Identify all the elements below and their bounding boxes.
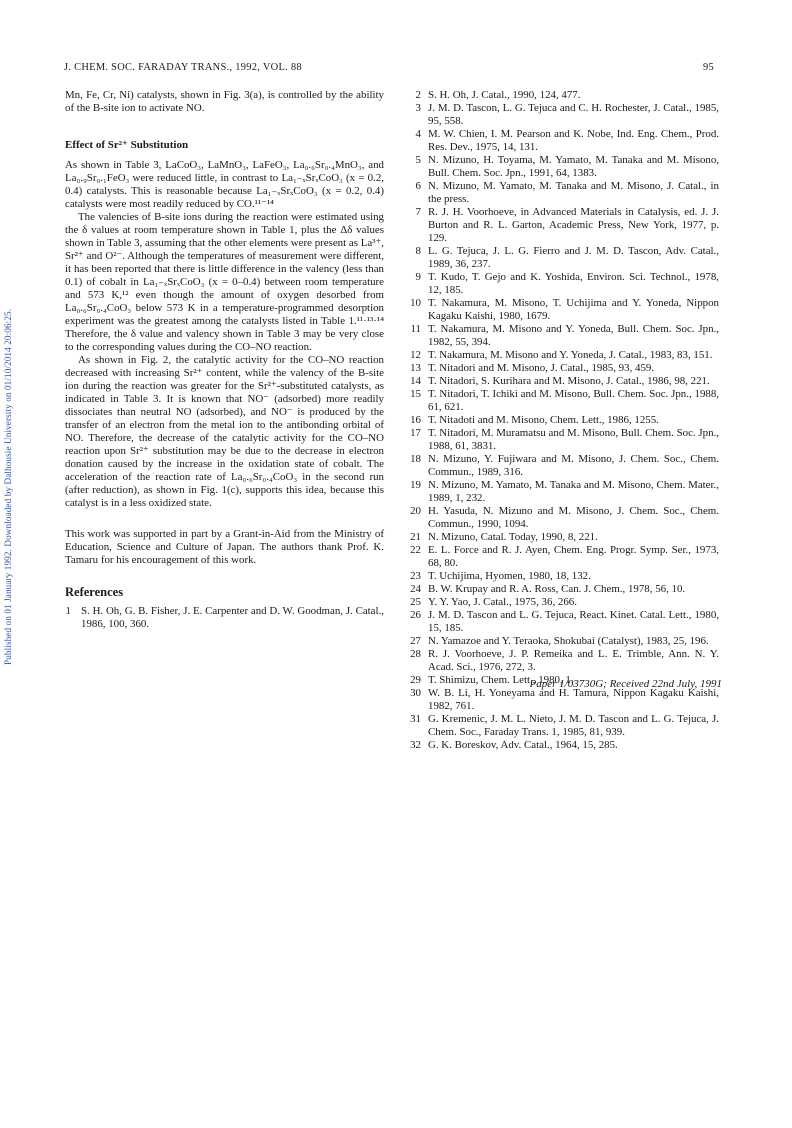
reference-text: T. Nitadoti and M. Misono, Chem. Lett., 1986, 1255. — [428, 414, 659, 426]
reference-number: 28 — [410, 648, 421, 660]
reference-number: 30 — [410, 687, 421, 699]
intro-paragraph: Mn, Fe, Cr, Ni) catalysts, shown in Fig. 3(a), is controlled by the ability of the B-site ion to activate NO. — [65, 89, 384, 114]
reference-text: S. H. Oh, G. B. Fisher, J. E. Carpenter and D. W. Goodman, J. Catal., 1986, 100, 360. — [81, 605, 384, 630]
reference-text: T. Shimizu, Chem. Lett., 1980, 1. — [428, 674, 574, 686]
reference-list-left — [65, 605, 384, 631]
reference-number: 5 — [415, 154, 421, 166]
reference-item — [407, 362, 719, 375]
reference-item — [407, 505, 719, 531]
reference-text: T. Kudo, T. Gejo and K. Yoshida, Environ. Sci. Technol., 1978, 12, 185. — [428, 271, 719, 296]
reference-number: 14 — [410, 375, 421, 387]
reference-item — [407, 271, 719, 297]
reference-text: N. Mizuno, H. Toyama, M. Yamato, M. Tanaka and M. Misono, Bull. Chem. Soc. Jpn., 1991, 64, 1383. — [428, 154, 719, 179]
reference-text: S. H. Oh, J. Catal., 1990, 124, 477. — [428, 89, 581, 101]
reference-number: 8 — [415, 245, 421, 257]
reference-text: T. Nitadori, T. Ichiki and M. Misono, Bull. Chem. Soc. Jpn., 1988, 61, 621. — [428, 388, 719, 413]
reference-number: 12 — [410, 349, 421, 361]
reference-number: 6 — [415, 180, 421, 192]
reference-text: W. B. Li, H. Yoneyama and H. Tamura, Nippon Kagaku Kaishi, 1982, 761. — [428, 687, 719, 712]
reference-text: L. G. Tejuca, J. L. G. Fierro and J. M. D. Tascon, Adv. Catal., 1989, 36, 237. — [428, 245, 719, 270]
reference-item — [407, 453, 719, 479]
reference-text: N. Mizuno, M. Yamato, M. Tanaka and M. Misono, Chem. Mater., 1989, 1, 232. — [428, 479, 719, 504]
reference-text: T. Nitadori, M. Muramatsu and M. Misono, Bull. Chem. Soc. Jpn., 1988, 61, 3831. — [428, 427, 719, 452]
reference-text: J. M. D. Tascon, L. G. Tejuca and C. H. Rochester, J. Catal., 1985, 95, 558. — [428, 102, 719, 127]
reference-text: N. Mizuno, Y. Fujiwara and M. Misono, J. Chem. Soc., Chem. Commun., 1989, 316. — [428, 453, 719, 478]
reference-number: 17 — [410, 427, 421, 439]
acknowledgement: This work was supported in part by a Grant-in-Aid from the Ministry of Education, Science and Culture of Japan. The authors thank Prof. K. Tamaru for his encouragement of this work. — [65, 528, 384, 566]
reference-text: H. Yasuda, N. Mizuno and M. Misono, J. Chem. Soc., Chem. Commun., 1990, 1094. — [428, 505, 719, 530]
reference-item — [407, 531, 719, 544]
reference-number: 2 — [415, 89, 421, 101]
reference-text: Y. Y. Yao, J. Catal., 1975, 36, 266. — [428, 596, 577, 608]
reference-number: 23 — [410, 570, 421, 582]
reference-text: G. Kremenic, J. M. L. Nieto, J. M. D. Tascon and L. G. Tejuca, J. Chem. Soc., Faraday Trans. 1, 1985, 81, 939. — [428, 713, 719, 738]
reference-text: N. Mizuno, Catal. Today, 1990, 8, 221. — [428, 531, 598, 543]
download-note-link[interactable]: Published on 01 January 1992. Downloaded by Dalhousie University on 01/10/2014 20:06:25. — [3, 308, 13, 665]
reference-text: R. J. H. Voorhoeve, in Advanced Materials in Catalysis, ed. J. J. Burton and R. L. Garton, Academic Press, New York, 1977, p. 129. — [428, 206, 719, 244]
reference-text: E. L. Force and R. J. Ayen, Chem. Eng. Progr. Symp. Ser., 1973, 68, 80. — [428, 544, 719, 569]
reference-item — [407, 102, 719, 128]
reference-text: N. Mizuno, M. Yamato, M. Tanaka and M. Misono, J. Catal., in the press. — [428, 180, 719, 205]
section-heading: Effect of Sr²⁺ Substitution — [65, 139, 189, 151]
reference-text: T. Nakamura, M. Misono and Y. Yoneda, J. Catal., 1983, 83, 151. — [428, 349, 713, 361]
reference-item — [407, 154, 719, 180]
reference-item — [407, 414, 719, 427]
reference-item — [407, 479, 719, 505]
reference-item — [407, 297, 719, 323]
reference-text: T. Nakamura, M. Misono and Y. Yoneda, Bull. Chem. Soc. Jpn., 1982, 55, 394. — [428, 323, 719, 348]
reference-text: J. M. D. Tascon and L. G. Tejuca, React. Kinet. Catal. Lett., 1980, 15, 185. — [428, 609, 719, 634]
running-header — [64, 62, 714, 76]
reference-item — [407, 609, 719, 635]
reference-number: 25 — [410, 596, 421, 608]
page-number: 95 — [703, 62, 714, 73]
reference-item — [407, 323, 719, 349]
reference-number: 16 — [410, 414, 421, 426]
reference-number: 22 — [410, 544, 421, 556]
reference-item — [407, 739, 719, 752]
reference-number: 20 — [410, 505, 421, 517]
reference-text: B. W. Krupay and R. A. Ross, Can. J. Chem., 1978, 56, 10. — [428, 583, 686, 595]
reference-item — [407, 245, 719, 271]
reference-number: 11 — [410, 323, 421, 335]
reference-number: 9 — [415, 271, 421, 283]
reference-number: 7 — [415, 206, 421, 218]
reference-list — [407, 89, 719, 752]
reference-item — [407, 713, 719, 739]
reference-number: 32 — [410, 739, 421, 751]
reference-number: 10 — [410, 297, 421, 309]
reference-number: 18 — [410, 453, 421, 465]
paragraph: As shown in Fig. 2, the catalytic activity for the CO–NO reaction decreased with increasing Sr²⁺ content, while the valency of the B-site ion during the reaction was greater for the Sr²⁺-substituted catalysts, as indicated in Table 3. It is known that NO⁻ (adsorbed) more readily dissociates than neutral NO (adsorbed), and NO⁻ is produced by the transfer of an electron from the metal ion to the antibonding orbital of NO. Therefore, the decrease of the catalytic activity for the CO–NO reaction upon Sr²⁺ substitution may be due to the decrease in electron donation caused by the increase in the oxidation state of cobalt. The acceleration of the reaction rate of La₀.₆Sr₀.₄CoO₃ in the second run (after reduction), as shown in Fig. 1(c), supports this idea, because this catalyst is in a less oxidized state. — [65, 354, 384, 509]
reference-item — [407, 427, 719, 453]
reference-item — [407, 648, 719, 674]
reference-item — [407, 596, 719, 609]
right-column — [407, 89, 719, 752]
left-column — [65, 89, 384, 631]
reference-text: M. W. Chien, I. M. Pearson and K. Nobe, Ind. Eng. Chem., Prod. Res. Dev., 1975, 14, 131. — [428, 128, 719, 153]
reference-number: 24 — [410, 583, 421, 595]
reference-number: 21 — [410, 531, 421, 543]
reference-number: 15 — [410, 388, 421, 400]
reference-text: N. Yamazoe and Y. Teraoka, Shokubai (Catalyst), 1983, 25, 196. — [428, 635, 709, 647]
reference-item — [407, 128, 719, 154]
reference-text: T. Nitadori and M. Misono, J. Catal., 1985, 93, 459. — [428, 362, 655, 374]
reference-item — [407, 388, 719, 414]
paragraph: As shown in Table 3, LaCoO₃, LaMnO₃, LaFeO₃, La₀.₆Sr₀.₄MnO₃, and La₀.₉Sr₀.₁FeO₃ were reduced little, in contrast to La₁₋ₓSrₓCoO₃ (x = 0.2, 0.4) catalysts. This is reasonable because La₁₋ₓSrₓCoO₃ (x = 0.2, 0.4) catalysts were most readily reduced by CO.¹¹⁻¹⁴ — [65, 159, 384, 210]
reference-item — [407, 544, 719, 570]
reference-number: 31 — [410, 713, 421, 725]
reference-item — [65, 605, 384, 631]
reference-item — [407, 583, 719, 596]
reference-text: T. Uchijima, Hyomen, 1980, 18, 132. — [428, 570, 591, 582]
reference-text: R. J. Voorhoeve, J. P. Remeika and L. E. Trimble, Ann. N. Y. Acad. Sci., 1976, 272, 3. — [428, 648, 719, 673]
reference-item — [407, 375, 719, 388]
reference-number: 3 — [415, 102, 421, 114]
reference-item — [407, 180, 719, 206]
reference-item — [407, 687, 719, 713]
reference-text: G. K. Boreskov, Adv. Catal., 1964, 15, 285. — [428, 739, 618, 751]
reference-number: 1 — [65, 605, 71, 617]
paper-received-note: Paper 1/03730G; Received 22nd July, 1991 — [529, 678, 722, 690]
reference-number: 13 — [410, 362, 421, 374]
reference-item — [407, 89, 719, 102]
reference-number: 29 — [410, 674, 421, 686]
side-note — [3, 265, 17, 665]
reference-item — [407, 570, 719, 583]
reference-number: 27 — [410, 635, 421, 647]
reference-text: T. Nakamura, M. Misono, T. Uchijima and Y. Yoneda, Nippon Kagaku Kaishi, 1980, 1679. — [428, 297, 719, 322]
paragraph: The valencies of B-site ions during the reaction were estimated using the δ values at room temperature shown in Table 1, plus the Δδ values shown in Table 3, assuming that the other elements were present as La³⁺, Sr²⁺ and O²⁻. Although the temperatures of measurement were different, it has been reported that there is little difference in the valency (less than 0.1) of cobalt in La₁₋ₓSrₓCoO₃ (x = 0–0.4) between room temperature and 573 K,¹² even though the amount of oxygen desorbed from La₀.₆Sr₀.₄CoO₃ below 573 K in a temperature-programmed desorption experiment was the greatest among the catalysts listed in Table 1.¹¹·¹³·¹⁴ Therefore, the δ value and valency shown in Table 3 may be very close to the corresponding values during the CO–NO reaction. — [65, 211, 384, 353]
reference-number: 19 — [410, 479, 421, 491]
references-heading: References — [65, 585, 124, 599]
reference-item — [407, 206, 719, 245]
reference-text: T. Nitadori, S. Kurihara and M. Misono, J. Catal., 1986, 98, 221. — [428, 375, 710, 387]
reference-number: 4 — [415, 128, 421, 140]
reference-item — [407, 635, 719, 648]
journal-header: J. CHEM. SOC. FARADAY TRANS., 1992, VOL. 88 — [64, 62, 302, 73]
reference-number: 26 — [410, 609, 421, 621]
reference-item — [407, 349, 719, 362]
